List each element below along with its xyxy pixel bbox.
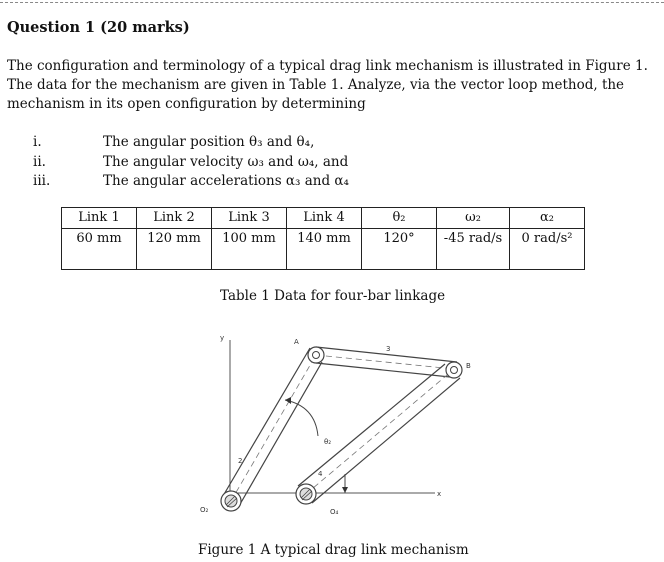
list-item	[33, 153, 349, 173]
table-cell: -45 rad/s	[437, 229, 510, 270]
table-header-cell: Link 4	[287, 208, 362, 229]
data-table	[61, 207, 585, 270]
label-o4: O₄	[330, 508, 339, 516]
figure-caption: Figure 1 A typical drag link mechanism	[198, 542, 469, 558]
top-divider	[0, 2, 664, 3]
intro-paragraph	[7, 57, 662, 114]
ground-marker-arrowhead	[342, 487, 348, 493]
link-4	[298, 364, 460, 503]
table-row	[62, 229, 585, 270]
list-number: i.	[33, 134, 42, 150]
ground-pivot-o2	[221, 491, 241, 511]
list-item	[33, 133, 349, 153]
list-item	[33, 172, 349, 192]
label-o2: O₂	[200, 506, 209, 514]
list-text: The angular position θ₃ and θ₄,	[103, 134, 315, 150]
joint-b	[446, 362, 462, 378]
table-cell: 100 mm	[212, 229, 287, 270]
label-link-2: 2	[238, 457, 243, 465]
table-header-row	[62, 208, 585, 229]
label-b: B	[466, 362, 471, 370]
label-link-3: 3	[386, 345, 391, 353]
label-a: A	[294, 338, 299, 346]
label-link-4: 4	[318, 470, 323, 478]
intro-line-1: The configuration and terminology of a typical drag link mechanism is illustrated in Figure 1.	[7, 58, 648, 74]
table-cell: 0 rad/s²	[510, 229, 585, 270]
table-cell: 60 mm	[62, 229, 137, 270]
table-header-cell: Link 2	[137, 208, 212, 229]
y-axis-label: y	[220, 334, 225, 342]
task-list	[33, 133, 349, 192]
list-number: iii.	[33, 173, 51, 189]
list-number: ii.	[33, 153, 46, 170]
table-caption: Table 1 Data for four-bar linkage	[220, 288, 446, 304]
table-cell: 120°	[362, 229, 437, 270]
table-header-cell: ω₂	[437, 208, 510, 229]
table-header-cell: θ₂	[362, 208, 437, 229]
table-header-cell: Link 3	[212, 208, 287, 229]
table-cell: 140 mm	[287, 229, 362, 270]
intro-line-2: The data for the mechanism are given in Table 1. Analyze, via the vector loop method, the	[7, 77, 625, 93]
list-text: The angular accelerations α₃ and α₄	[103, 173, 349, 189]
link-2	[223, 348, 322, 506]
joint-a	[308, 347, 324, 363]
table-header-cell: α₂	[510, 208, 585, 229]
x-axis-label: x	[437, 490, 442, 498]
table-header-cell: Link 1	[62, 208, 137, 229]
ground-pivot-o4	[296, 484, 316, 504]
label-theta2: θ₂	[324, 438, 332, 446]
intro-line-3: mechanism in its open configuration by determining	[7, 96, 366, 112]
list-text: The angular velocity ω₃ and ω₄, and	[103, 153, 349, 170]
table-cell: 120 mm	[137, 229, 212, 270]
question-heading: Question 1 (20 marks)	[7, 19, 190, 36]
drag-link-figure	[190, 328, 471, 518]
